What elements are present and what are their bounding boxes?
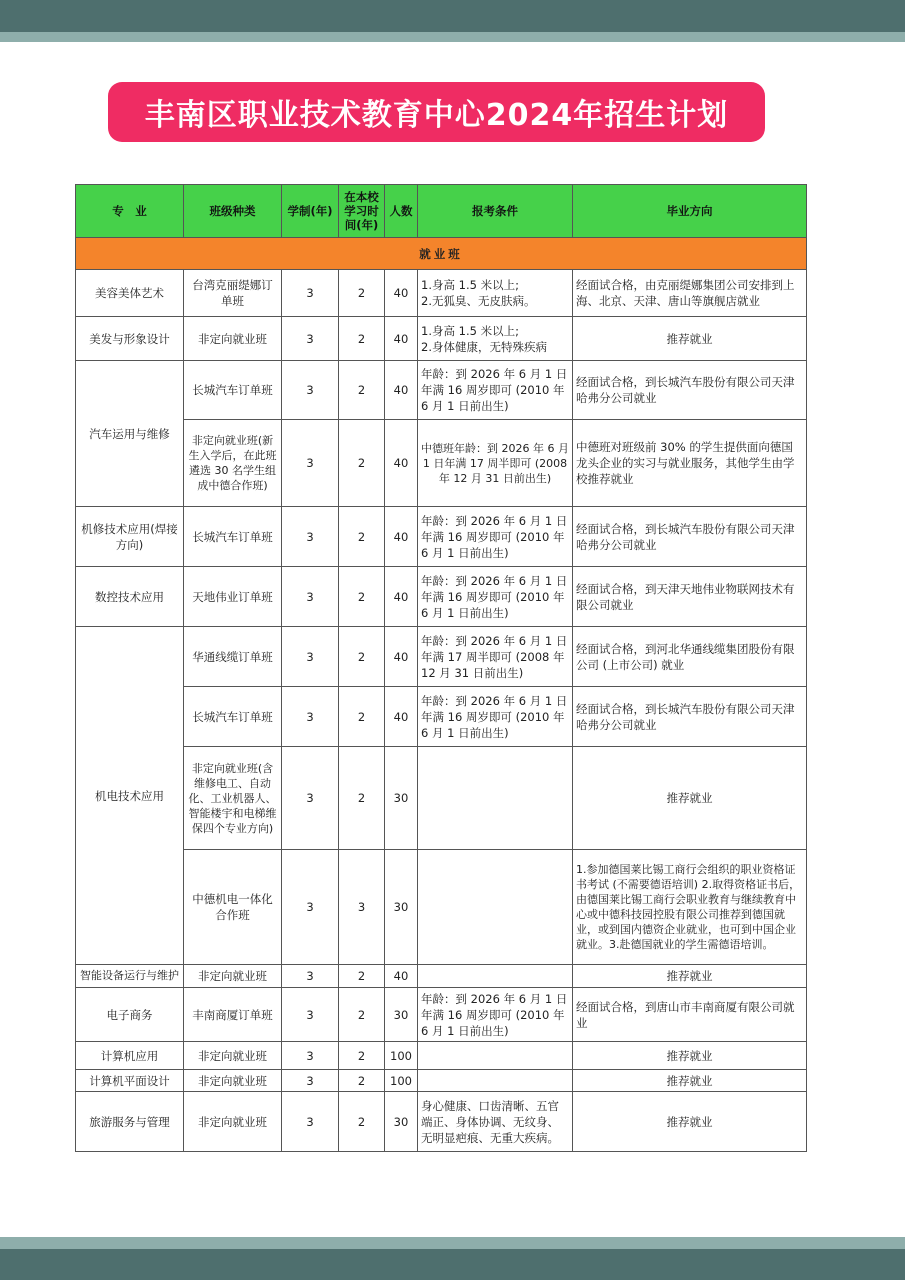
table-row: [76, 850, 807, 965]
table-row: [76, 687, 807, 747]
class-cell: 长城汽车订单班: [184, 507, 282, 567]
requirement-cell: 年龄：到 2026 年 6 月 1 日年满 16 周岁即可 (2010 年 6 月 1 日前出生): [418, 361, 573, 420]
requirement-cell: 年龄：到 2026 年 6 月 1 日年满 16 周岁即可 (2010 年 6 月 1 日前出生): [418, 507, 573, 567]
table-row: [76, 1042, 807, 1070]
table-row: [76, 1070, 807, 1092]
requirement-cell: [418, 747, 573, 850]
table-row: [76, 270, 807, 317]
major-cell: 旅游服务与管理: [76, 1092, 184, 1152]
header-requirements: 报考条件: [418, 185, 573, 238]
count-cell: 40: [385, 687, 418, 747]
study-cell: 2: [339, 1070, 385, 1092]
study-cell: 2: [339, 567, 385, 627]
major-cell: 计算机应用: [76, 1042, 184, 1070]
study-cell: 2: [339, 1092, 385, 1152]
table-row: [76, 965, 807, 988]
direction-cell: 推荐就业: [573, 1092, 807, 1152]
major-cell: 美发与形象设计: [76, 317, 184, 361]
major-cell: 数控技术应用: [76, 567, 184, 627]
count-cell: 40: [385, 567, 418, 627]
duration-cell: 3: [282, 988, 339, 1042]
class-cell: 非定向就业班: [184, 965, 282, 988]
requirement-cell: 年龄：到 2026 年 6 月 1 日年满 16 周岁即可 (2010 年 6 月 1 日前出生): [418, 988, 573, 1042]
direction-cell: 推荐就业: [573, 1042, 807, 1070]
requirement-cell: 年龄：到 2026 年 6 月 1 日年满 16 周岁即可 (2010 年 6 月 1 日前出生): [418, 687, 573, 747]
header-study-time: 在本校学习时间(年): [339, 185, 385, 238]
class-cell: 天地伟业订单班: [184, 567, 282, 627]
class-cell: 长城汽车订单班: [184, 687, 282, 747]
requirement-cell: [418, 850, 573, 965]
study-cell: 2: [339, 270, 385, 317]
major-cell: 美容美体艺术: [76, 270, 184, 317]
enrollment-table: [75, 184, 807, 1152]
requirement-cell: 年龄：到 2026 年 6 月 1 日年满 16 周岁即可 (2010 年 6 月 1 日前出生): [418, 567, 573, 627]
duration-cell: 3: [282, 361, 339, 420]
count-cell: 40: [385, 361, 418, 420]
study-cell: 3: [339, 850, 385, 965]
duration-cell: 3: [282, 627, 339, 687]
duration-cell: 3: [282, 850, 339, 965]
requirement-cell: 1.身高 1.5 米以上; 2.身体健康，无特殊疾病: [418, 317, 573, 361]
table-row: [76, 567, 807, 627]
table-row: [76, 747, 807, 850]
page-title: 丰南区职业技术教育中心2024年招生计划: [108, 82, 765, 142]
direction-cell: 推荐就业: [573, 1070, 807, 1092]
table-row: [76, 420, 807, 507]
duration-cell: 3: [282, 567, 339, 627]
duration-cell: 3: [282, 965, 339, 988]
major-cell: 机电技术应用: [76, 627, 184, 965]
class-cell: 中德机电一体化合作班: [184, 850, 282, 965]
header-count: 人数: [385, 185, 418, 238]
direction-cell: 经面试合格，由克丽缇娜集团公司安排到上海、北京、天津、唐山等旗舰店就业: [573, 270, 807, 317]
count-cell: 30: [385, 747, 418, 850]
count-cell: 30: [385, 850, 418, 965]
table-row: [76, 507, 807, 567]
count-cell: 30: [385, 988, 418, 1042]
study-cell: 2: [339, 1042, 385, 1070]
header-class-type: 班级种类: [184, 185, 282, 238]
study-cell: 2: [339, 420, 385, 507]
requirement-cell: 身心健康、口齿清晰、五官端正、身体协调、无纹身、无明显疤痕、无重大疾病。: [418, 1092, 573, 1152]
table-row: [76, 317, 807, 361]
direction-cell: 1.参加德国莱比锡工商行会组织的职业资格证书考试 (不需要德语培训) 2.取得资格证书后，由德国莱比锡工商行会职业教育与继续教育中心或中德科技园控股有限公司推荐到德国就业，或到国内德资企业就业，也可到中国企业就业。3.赴德国就业的学生需德语培训。: [573, 850, 807, 965]
requirement-cell: 年龄：到 2026 年 6 月 1 日年满 17 周半即可 (2008 年 12 月 31 日前出生): [418, 627, 573, 687]
requirement-cell: [418, 1070, 573, 1092]
class-cell: 非定向就业班(含维修电工、自动化、工业机器人、智能楼宇和电梯维保四个专业方向): [184, 747, 282, 850]
direction-cell: 中德班对班级前 30% 的学生提供面向德国龙头企业的实习与就业服务，其他学生由学校推荐就业: [573, 420, 807, 507]
direction-cell: 经面试合格，到长城汽车股份有限公司天津哈弗分公司就业: [573, 361, 807, 420]
top-band: [0, 0, 905, 32]
study-cell: 2: [339, 627, 385, 687]
study-cell: 2: [339, 361, 385, 420]
requirement-cell: [418, 965, 573, 988]
header-direction: 毕业方向: [573, 185, 807, 238]
class-cell: 非定向就业班: [184, 1042, 282, 1070]
bottom-band-light: [0, 1237, 905, 1249]
table-row: [76, 988, 807, 1042]
major-cell: 电子商务: [76, 988, 184, 1042]
direction-cell: 经面试合格，到天津天地伟业物联网技术有限公司就业: [573, 567, 807, 627]
table-header-row: [76, 185, 807, 238]
bottom-band: [0, 1249, 905, 1280]
major-cell: 智能设备运行与维护: [76, 965, 184, 988]
study-cell: 2: [339, 687, 385, 747]
table-row: [76, 627, 807, 687]
direction-cell: 经面试合格，到河北华通线缆集团股份有限公司 (上市公司) 就业: [573, 627, 807, 687]
study-cell: 2: [339, 747, 385, 850]
class-cell: 非定向就业班: [184, 1092, 282, 1152]
study-cell: 2: [339, 317, 385, 361]
direction-cell: 推荐就业: [573, 965, 807, 988]
direction-cell: 经面试合格，到长城汽车股份有限公司天津哈弗分公司就业: [573, 687, 807, 747]
count-cell: 40: [385, 317, 418, 361]
duration-cell: 3: [282, 317, 339, 361]
table-row: [76, 1092, 807, 1152]
count-cell: 40: [385, 627, 418, 687]
requirement-cell: 中德班年龄：到 2026 年 6 月 1 日年满 17 周半即可 (2008 年 12 月 31 日前出生): [418, 420, 573, 507]
direction-cell: 推荐就业: [573, 747, 807, 850]
duration-cell: 3: [282, 1070, 339, 1092]
class-cell: 华通线缆订单班: [184, 627, 282, 687]
direction-cell: 推荐就业: [573, 317, 807, 361]
count-cell: 30: [385, 1092, 418, 1152]
requirement-cell: 1.身高 1.5 米以上; 2.无狐臭、无皮肤病。: [418, 270, 573, 317]
section-label: 就业班: [76, 238, 807, 270]
count-cell: 100: [385, 1070, 418, 1092]
major-cell: 计算机平面设计: [76, 1070, 184, 1092]
duration-cell: 3: [282, 420, 339, 507]
header-major: 专 业: [76, 185, 184, 238]
class-cell: 非定向就业班: [184, 1070, 282, 1092]
duration-cell: 3: [282, 1092, 339, 1152]
study-cell: 2: [339, 988, 385, 1042]
study-cell: 2: [339, 965, 385, 988]
class-cell: 台湾克丽缇娜订单班: [184, 270, 282, 317]
duration-cell: 3: [282, 1042, 339, 1070]
top-band-light: [0, 32, 905, 42]
count-cell: 40: [385, 507, 418, 567]
class-cell: 丰南商厦订单班: [184, 988, 282, 1042]
count-cell: 100: [385, 1042, 418, 1070]
study-cell: 2: [339, 507, 385, 567]
class-cell: 非定向就业班(新生入学后，在此班遴选 30 名学生组成中德合作班): [184, 420, 282, 507]
direction-cell: 经面试合格，到长城汽车股份有限公司天津哈弗分公司就业: [573, 507, 807, 567]
class-cell: 长城汽车订单班: [184, 361, 282, 420]
requirement-cell: [418, 1042, 573, 1070]
duration-cell: 3: [282, 687, 339, 747]
count-cell: 40: [385, 270, 418, 317]
count-cell: 40: [385, 420, 418, 507]
direction-cell: 经面试合格，到唐山市丰南商厦有限公司就业: [573, 988, 807, 1042]
major-cell: 汽车运用与维修: [76, 361, 184, 507]
duration-cell: 3: [282, 270, 339, 317]
duration-cell: 3: [282, 747, 339, 850]
count-cell: 40: [385, 965, 418, 988]
section-row: [76, 238, 807, 270]
table-row: [76, 361, 807, 420]
header-duration: 学制(年): [282, 185, 339, 238]
major-cell: 机修技术应用(焊接方向): [76, 507, 184, 567]
duration-cell: 3: [282, 507, 339, 567]
class-cell: 非定向就业班: [184, 317, 282, 361]
